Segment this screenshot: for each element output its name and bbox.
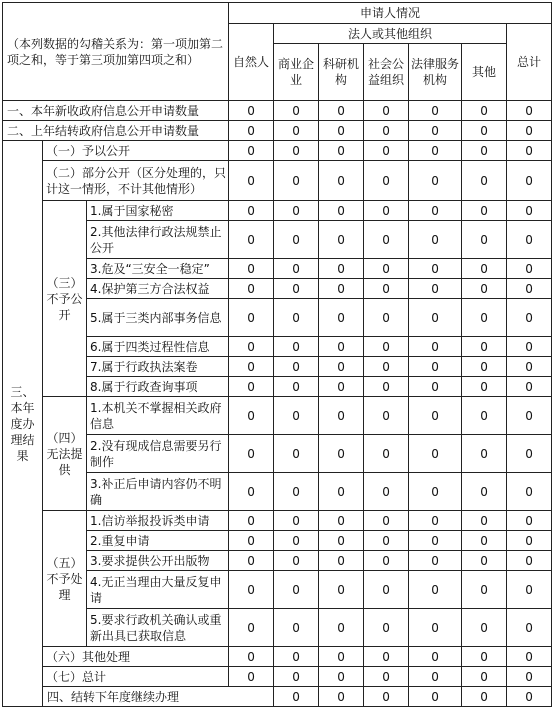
row-label: 3.危及“三安全一稳定” [87,259,229,279]
row-partial [3,161,552,201]
cell-value: 0 [409,551,462,571]
cell-value: 0 [364,377,409,397]
row-withheld-1 [3,201,552,221]
cell-value: 0 [274,551,319,571]
row-unavailable-1 [3,397,552,435]
cell-value: 0 [319,357,364,377]
cell-value: 0 [274,609,319,647]
header-row-1 [3,3,552,24]
cell-value: 0 [274,121,319,141]
cell-value: 0 [319,141,364,161]
cell-value: 0 [364,337,409,357]
cell-value: 0 [462,221,507,259]
cell-value: 0 [274,101,319,121]
cell-value: 0 [364,279,409,299]
cell-value: 0 [364,299,409,337]
cell-value: 0 [319,571,364,609]
cell-value: 0 [319,101,364,121]
row-label: 3.补正后申请内容仍不明确 [87,473,229,511]
row-label: 1.属于国家秘密 [87,201,229,221]
cell-value: 0 [274,473,319,511]
cell-value: 0 [229,647,274,667]
cell-value: 0 [409,511,462,531]
row-not-processed-1 [3,511,552,531]
cell-value: 0 [462,337,507,357]
cell-value: 0 [507,571,552,609]
header-col-commercial: 商业企业 [274,44,319,101]
cell-value: 0 [409,571,462,609]
header-natural: 自然人 [229,24,274,101]
cell-value: 0 [274,201,319,221]
row-carried-over [3,121,552,141]
cell-value: 0 [274,667,319,687]
cell-value: 0 [319,377,364,397]
cell-value: 0 [507,121,552,141]
cell-value: 0 [507,687,552,707]
cell-value: 0 [462,435,507,473]
cell-value: 0 [274,511,319,531]
cell-value: 0 [274,647,319,667]
cell-value: 0 [507,161,552,201]
cell-value: 0 [274,377,319,397]
cell-value: 0 [462,299,507,337]
row-label: （六）其他处理 [43,647,229,667]
cell-value: 0 [409,121,462,141]
cell-value: 0 [364,571,409,609]
cell-value: 0 [364,531,409,551]
cell-value: 0 [462,667,507,687]
cell-value: 0 [364,667,409,687]
cell-value: 0 [229,357,274,377]
cell-value: 0 [507,141,552,161]
cell-value: 0 [319,337,364,357]
cell-value: 0 [507,647,552,667]
cell-value: 0 [507,551,552,571]
group-not-processed-label: （五）不予处理 [43,511,87,647]
cell-value: 0 [462,377,507,397]
cell-value: 0 [319,687,364,707]
row-label: 2.没有现成信息需要另行制作 [87,435,229,473]
cell-value: 0 [409,687,462,707]
cell-value: 0 [462,397,507,435]
cell-value: 0 [364,259,409,279]
cell-value: 0 [409,201,462,221]
row-label: 4.保护第三方合法权益 [87,279,229,299]
cell-value: 0 [274,221,319,259]
cell-value: 0 [319,667,364,687]
cell-value: 0 [319,473,364,511]
cell-value: 0 [319,299,364,337]
cell-value: 0 [507,667,552,687]
cell-value: 0 [319,531,364,551]
group-withheld-label: （三）不予公开 [43,201,87,397]
cell-value: 0 [409,161,462,201]
row-label: 7.属于行政执法案卷 [87,357,229,377]
row-label: 四、结转下年度继续办理 [43,687,274,707]
cell-value: 0 [462,609,507,647]
cell-value: 0 [229,435,274,473]
cell-value: 0 [409,531,462,551]
cell-value: 0 [274,337,319,357]
cell-value: 0 [409,337,462,357]
cell-value: 0 [364,357,409,377]
cell-value: 0 [462,259,507,279]
cell-value: 0 [229,473,274,511]
header-col-public-welfare: 社会公益组织 [364,44,409,101]
cell-value: 0 [229,667,274,687]
row-label: 1.信访举报投诉类申请 [87,511,229,531]
cell-value: 0 [364,435,409,473]
cell-value: 0 [319,259,364,279]
cell-value: 0 [409,397,462,435]
header-legal: 法人或其他组织 [274,24,507,44]
header-total: 总计 [507,24,552,101]
cell-value: 0 [319,511,364,531]
cell-value: 0 [274,687,319,707]
cell-value: 0 [507,221,552,259]
cell-value: 0 [507,397,552,435]
cell-value: 0 [364,201,409,221]
row-other-handling [3,647,552,667]
row-label: 一、本年新收政府信息公开申请数量 [3,101,229,121]
cell-value: 0 [364,121,409,141]
cell-value: 0 [507,435,552,473]
cell-value: 0 [507,473,552,511]
cell-value: 0 [462,531,507,551]
cell-value: 0 [462,279,507,299]
cell-value: 0 [319,647,364,667]
cell-value: 0 [462,571,507,609]
cell-value: 0 [507,531,552,551]
row-disclosed [3,141,552,161]
cell-value: 0 [364,551,409,571]
cell-value: 0 [319,161,364,201]
cell-value: 0 [462,141,507,161]
cell-value: 0 [229,511,274,531]
cell-value: 0 [507,377,552,397]
cell-value: 0 [507,299,552,337]
header-col-research: 科研机构 [319,44,364,101]
cell-value: 0 [229,609,274,647]
cell-value: 0 [229,571,274,609]
cell-value: 0 [364,101,409,121]
cell-value: 0 [409,609,462,647]
cell-value: 0 [229,201,274,221]
cell-value: 0 [229,161,274,201]
cell-value: 0 [409,435,462,473]
info-disclosure-table [2,2,552,707]
cell-value: 0 [409,647,462,667]
cell-value: 0 [409,141,462,161]
cell-value: 0 [462,687,507,707]
row-label: 4.无正当理由大量反复申请 [87,571,229,609]
row-label: 2.其他法律行政法规禁止公开 [87,221,229,259]
cell-value: 0 [462,357,507,377]
cell-value: 0 [462,647,507,667]
cell-value: 0 [462,201,507,221]
cell-value: 0 [229,101,274,121]
cell-value: 0 [364,609,409,647]
row-new-requests [3,101,552,121]
cell-value: 0 [319,121,364,141]
cell-value: 0 [409,101,462,121]
row-label: 8.属于行政查询事项 [87,377,229,397]
cell-value: 0 [364,687,409,707]
cell-value: 0 [507,201,552,221]
cell-value: 0 [229,377,274,397]
cell-value: 0 [462,101,507,121]
row-carry-forward [3,687,552,707]
cell-value: 0 [229,337,274,357]
cell-value: 0 [462,161,507,201]
cell-value: 0 [409,473,462,511]
cell-value: 0 [409,279,462,299]
cell-value: 0 [229,531,274,551]
row-label: 5.要求行政机关确认或重新出具已获取信息 [87,609,229,647]
row-subtotal [3,667,552,687]
cell-value: 0 [409,299,462,337]
cell-value: 0 [274,571,319,609]
cell-value: 0 [319,397,364,435]
cell-value: 0 [507,259,552,279]
group-unavailable-label: （四）无法提供 [43,397,87,511]
cell-value: 0 [364,397,409,435]
cell-value: 0 [319,221,364,259]
row-label: （二）部分公开（区分处理的，只计这一情形，不计其他情形） [43,161,229,201]
cell-value: 0 [319,609,364,647]
cell-value: 0 [364,473,409,511]
cell-value: 0 [229,279,274,299]
cell-value: 0 [364,647,409,667]
cell-value: 0 [409,259,462,279]
cell-value: 0 [364,511,409,531]
row-label: 6.属于四类过程性信息 [87,337,229,357]
section-results-label: 三、本年度办理结果 [3,141,43,707]
row-label: （七）总计 [43,667,229,687]
header-col-legal-service: 法律服务机构 [409,44,462,101]
cell-value: 0 [319,201,364,221]
header-stub: （本列数据的勾稽关系为：第一项加第二项之和，等于第三项加第四项之和） [3,3,229,101]
cell-value: 0 [507,511,552,531]
cell-value: 0 [229,551,274,571]
row-label: 2.重复申请 [87,531,229,551]
header-col-other: 其他 [462,44,507,101]
cell-value: 0 [507,337,552,357]
row-label: 二、上年结转政府信息公开申请数量 [3,121,229,141]
cell-value: 0 [274,435,319,473]
row-label: 1.本机关不掌握相关政府信息 [87,397,229,435]
cell-value: 0 [462,121,507,141]
cell-value: 0 [462,473,507,511]
cell-value: 0 [409,221,462,259]
cell-value: 0 [462,551,507,571]
cell-value: 0 [274,357,319,377]
cell-value: 0 [364,141,409,161]
cell-value: 0 [274,141,319,161]
cell-value: 0 [409,667,462,687]
cell-value: 0 [507,357,552,377]
cell-value: 0 [274,531,319,551]
cell-value: 0 [229,141,274,161]
cell-value: 0 [274,397,319,435]
cell-value: 0 [507,609,552,647]
cell-value: 0 [274,259,319,279]
cell-value: 0 [274,299,319,337]
cell-value: 0 [364,161,409,201]
cell-value: 0 [229,259,274,279]
cell-value: 0 [319,435,364,473]
cell-value: 0 [229,397,274,435]
row-label: （一）予以公开 [43,141,229,161]
header-applicant: 申请人情况 [229,3,552,24]
cell-value: 0 [364,221,409,259]
row-label: 3.要求提供公开出版物 [87,551,229,571]
cell-value: 0 [409,357,462,377]
row-label: 5.属于三类内部事务信息 [87,299,229,337]
cell-value: 0 [507,101,552,121]
cell-value: 0 [274,279,319,299]
cell-value: 0 [229,221,274,259]
cell-value: 0 [319,551,364,571]
cell-value: 0 [274,161,319,201]
cell-value: 0 [229,121,274,141]
cell-value: 0 [229,299,274,337]
cell-value: 0 [507,279,552,299]
cell-value: 0 [319,279,364,299]
cell-value: 0 [462,511,507,531]
cell-value: 0 [409,377,462,397]
